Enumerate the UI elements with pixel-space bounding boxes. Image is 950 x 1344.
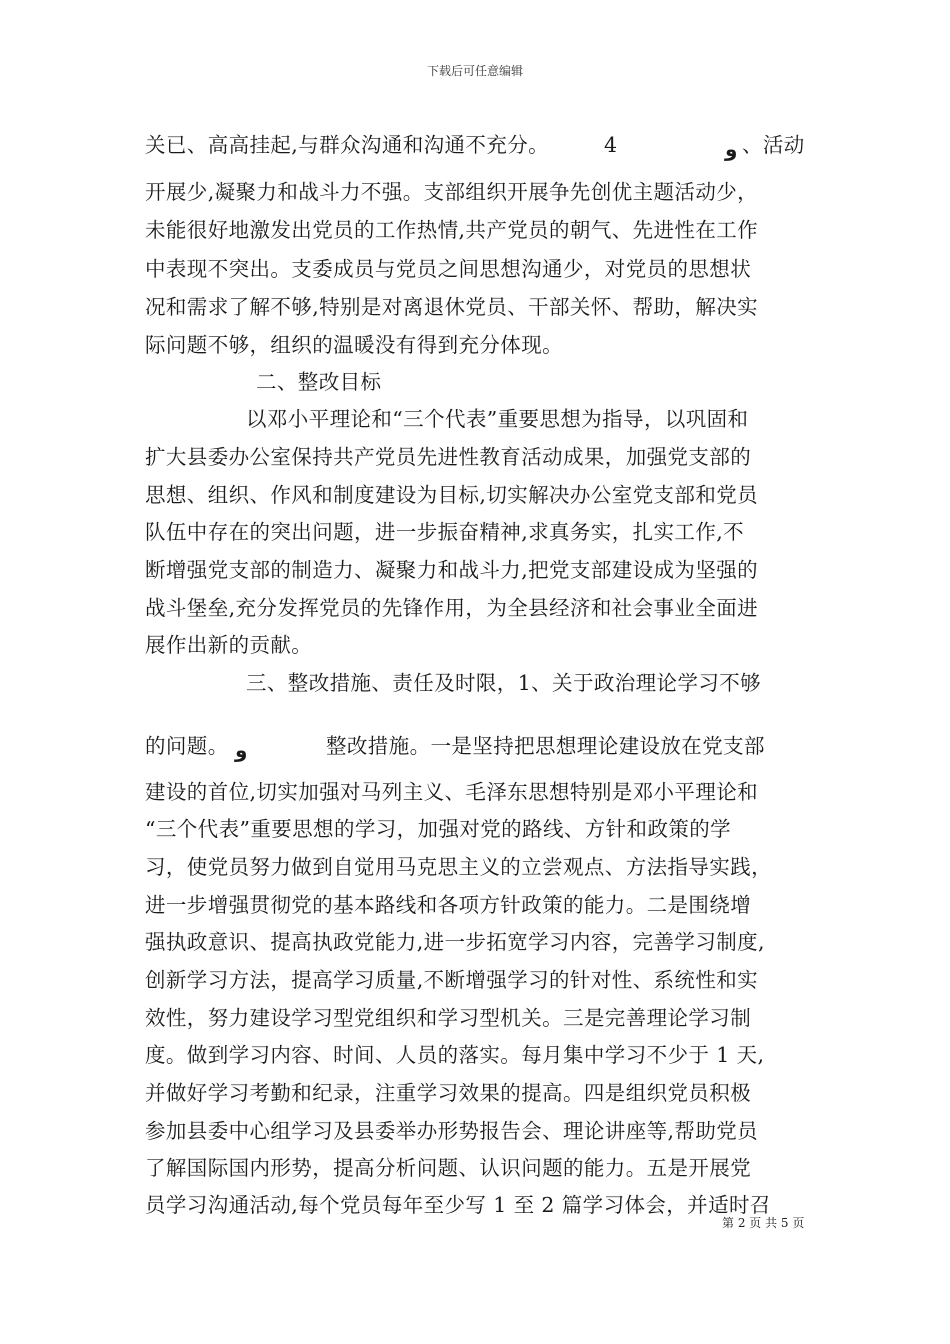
bullet-glyph: و (235, 738, 248, 762)
paragraph-1-line-1 (145, 131, 815, 159)
text-line: 习，使党员努力做到自觉用马克思主义的立尝观点、方法指导实践， (145, 855, 772, 879)
text-line: 未能很好地激发出党员的工作热情,共产党员的朝气、先进性在工作 (145, 218, 759, 242)
text-line: 中表现不突出。支委成员与党员之间思想沟通少，对党员的思想状 (145, 257, 752, 281)
text-line: 思想、组织、作风和制度建设为目标,切实解决办公室党支部和党员 (145, 483, 759, 507)
text-line: 员学习沟通活动,每个党员每年至少写 1 至 2 篇学习体会，并适时召 (145, 1193, 771, 1217)
bullet-glyph: و (725, 137, 738, 161)
text-line: 况和需求了解不够,特别是对离退休党员、干部关怀、帮助，解决实 (145, 295, 759, 319)
text-line: 扩大县委办公室保持共产党员先进性教育活动成果，加强党支部的 (145, 445, 752, 469)
text-segment: 的问题。 (145, 734, 229, 758)
text-line: 并做好学习考勤和纪录，注重学习效果的提高。四是组织党员积极 (145, 1081, 752, 1105)
text-line: 展作出新的贡献。 (145, 633, 313, 657)
section-heading: 二、整改目标 (256, 370, 382, 394)
page-header: 下载后可任意编辑 (426, 64, 523, 78)
text-line: 参加县委中心组学习及县委举办形势报告会、理论讲座等,帮助党员 (145, 1119, 759, 1143)
text-line: 开展少,凝聚力和战斗力不强。支部组织开展争先创优主题活动少， (145, 180, 759, 204)
section-heading: 三、整改措施、责任及时限，1、关于政治理论学习不够 (246, 671, 762, 695)
text-line: 进一步增强贯彻党的基本路线和各项方针政策的能力。二是围绕增 (145, 893, 752, 917)
text-line: 战斗堡垒,充分发挥党员的先锋作用，为全县经济和社会事业全面进 (145, 596, 759, 620)
text-line: 断增强党支部的制造力、凝聚力和战斗力,把党支部建设成为坚强的 (145, 558, 759, 582)
text-line: 强执政意识、提高执政党能力,进一步拓宽学习内容，完善学习制度, (145, 930, 765, 954)
text-line: 效性，努力建设学习型党组织和学习型机关。三是完善理论学习制 (145, 1006, 752, 1030)
text-line: “三个代表”重要思想的学习，加强对党的路线、方针和政策的学 (145, 817, 732, 841)
text-line: 际问题不够，组织的温暖没有得到充分体现。 (145, 333, 563, 357)
text-line: 度。做到学习内容、时间、人员的落实。每月集中学习不少于 1 天, (145, 1043, 765, 1067)
text-line: 创新学习方法，提高学习质量,不断增强学习的针对性、系统性和实 (145, 968, 759, 992)
text-segment: 、活动 (742, 133, 805, 157)
text-line: 队伍中存在的突出问题，进一步振奋精神,求真务实，扎实工作,不 (145, 520, 745, 544)
text-segment: 关已、高高挂起,与群众沟通和沟通不充分。 (145, 133, 550, 157)
section-3-line-2 (145, 732, 815, 760)
text-line: 了解国际国内形势，提高分析问题、认识问题的能力。五是开展党 (145, 1156, 752, 1180)
text-line: 以邓小平理论和“三个代表”重要思想为指导，以巩固和 (246, 407, 749, 431)
page-number: 第 2 页 共 5 页 (722, 1216, 805, 1230)
text-line: 建设的首位,切实加强对马列主义、毛泽东思想特别是邓小平理论和 (145, 780, 759, 804)
text-segment: 整改措施。一是坚持把思想理论建设放在党支部 (326, 734, 765, 758)
list-number: 4 (604, 133, 618, 157)
